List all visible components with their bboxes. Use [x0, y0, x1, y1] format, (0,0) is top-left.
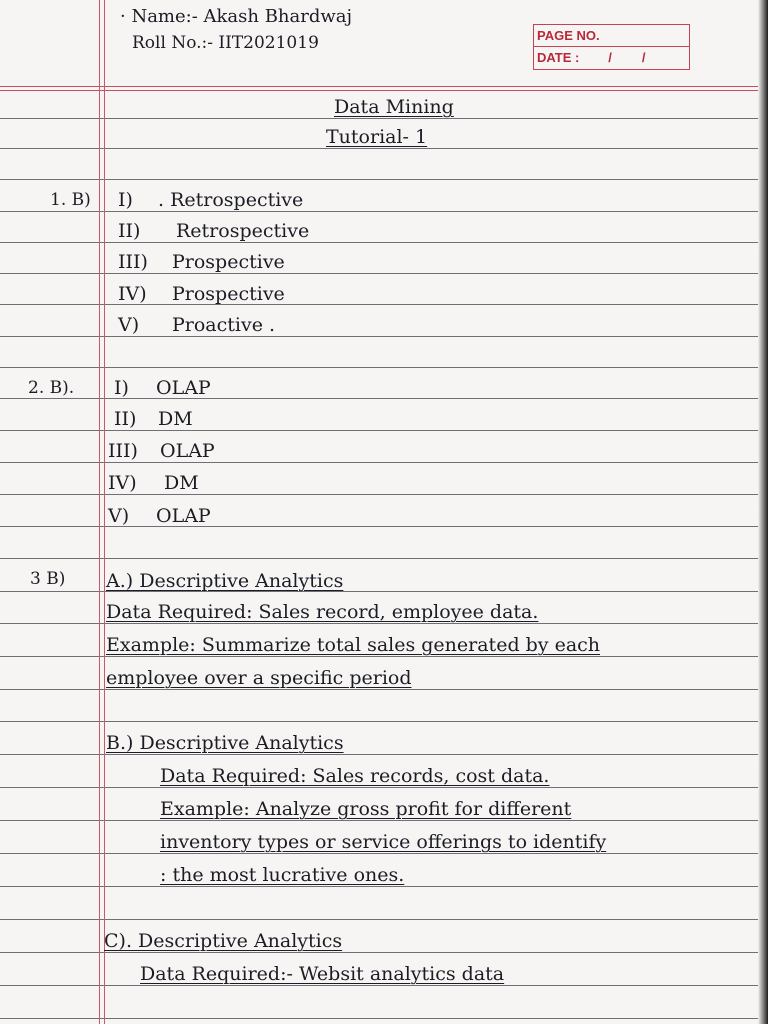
ruled-line	[0, 689, 768, 690]
roll-number: Roll No.:- IIT2021019	[132, 33, 319, 53]
ruled-line	[0, 304, 768, 305]
section-a-example: Example: Summarize total sales generated by each	[106, 634, 601, 656]
header-rule	[0, 90, 768, 91]
list-item-answer: OLAP	[160, 440, 215, 462]
margin-line	[99, 0, 100, 1024]
page-title: Data Mining	[334, 96, 454, 118]
ruled-line	[0, 754, 768, 755]
date-field	[534, 46, 689, 68]
header-rule	[0, 86, 768, 87]
section-a-data: Data Required: Sales record, employee data.	[106, 601, 539, 623]
section-a-heading: A.) Descriptive Analytics	[106, 570, 344, 592]
question-1-label: 1. B)	[50, 190, 91, 210]
ruled-line	[0, 623, 768, 624]
page-no-field	[534, 25, 689, 46]
list-item-answer: Prospective	[172, 251, 285, 273]
ruled-line	[0, 985, 768, 986]
list-item-number: V)	[108, 505, 130, 527]
ruled-line	[0, 721, 768, 722]
ruled-line	[0, 148, 768, 149]
section-b-heading: B.) Descriptive Analytics	[106, 732, 344, 754]
margin-line	[104, 0, 105, 1024]
ruled-line	[0, 853, 768, 854]
section-b-example: Example: Analyze gross profit for different	[160, 798, 572, 820]
list-item-answer: . Retrospective	[158, 189, 304, 211]
page-subtitle: Tutorial- 1	[326, 126, 428, 148]
list-item-answer: DM	[164, 472, 199, 494]
page-no-label: PAGE NO.	[537, 28, 600, 43]
list-item-number: II)	[118, 220, 141, 242]
list-item-answer: Prospective	[172, 283, 285, 305]
list-item-number: V)	[118, 314, 140, 336]
list-item-number: II)	[114, 408, 137, 430]
list-item-answer: DM	[158, 408, 193, 430]
list-item-number: I)	[118, 189, 133, 211]
section-b-data: Data Required: Sales records, cost data.	[160, 765, 550, 787]
section-a-example-cont: employee over a specific period	[106, 667, 412, 689]
ruled-line	[0, 952, 768, 953]
date-label: DATE :	[537, 50, 580, 65]
list-item-answer: OLAP	[156, 505, 211, 527]
list-item-answer: Proactive .	[172, 314, 276, 336]
ruled-line	[0, 886, 768, 887]
list-item-number: III)	[118, 251, 148, 273]
date-separator: /	[608, 50, 612, 65]
ruled-line	[0, 336, 768, 337]
ruled-line	[0, 558, 768, 559]
list-item-number: IV)	[108, 472, 137, 494]
page-date-box	[533, 24, 690, 70]
ruled-line	[0, 430, 768, 431]
ruled-line	[0, 494, 768, 495]
student-name: · Name:- Akash Bhardwaj	[120, 6, 353, 27]
question-2-label: 2. B).	[28, 378, 75, 398]
date-separator: /	[641, 50, 646, 65]
ruled-line	[0, 367, 768, 368]
ruled-line	[0, 787, 768, 788]
list-item-answer: Retrospective	[176, 220, 310, 242]
section-c-data: Data Required:- Websit analytics data	[140, 963, 505, 985]
list-item-number: I)	[114, 377, 129, 399]
ruled-line	[0, 462, 768, 463]
list-item-number: III)	[108, 440, 138, 462]
ruled-line	[0, 820, 768, 821]
ruled-line	[0, 211, 768, 212]
ruled-line	[0, 919, 768, 920]
list-item-answer: OLAP	[156, 377, 211, 399]
page-edge-shadow	[758, 0, 768, 1024]
ruled-line	[0, 179, 768, 180]
ruled-line	[0, 242, 768, 243]
section-c-heading: C). Descriptive Analytics	[104, 930, 343, 952]
section-b-example-cont: inventory types or service offerings to identify	[160, 831, 607, 853]
section-b-example-cont: : the most lucrative ones.	[160, 864, 405, 886]
ruled-line	[0, 118, 768, 119]
ruled-line	[0, 1018, 768, 1019]
question-3-label: 3 B)	[30, 569, 66, 589]
ruled-line	[0, 656, 768, 657]
ruled-line	[0, 273, 768, 274]
list-item-number: IV)	[118, 283, 147, 305]
